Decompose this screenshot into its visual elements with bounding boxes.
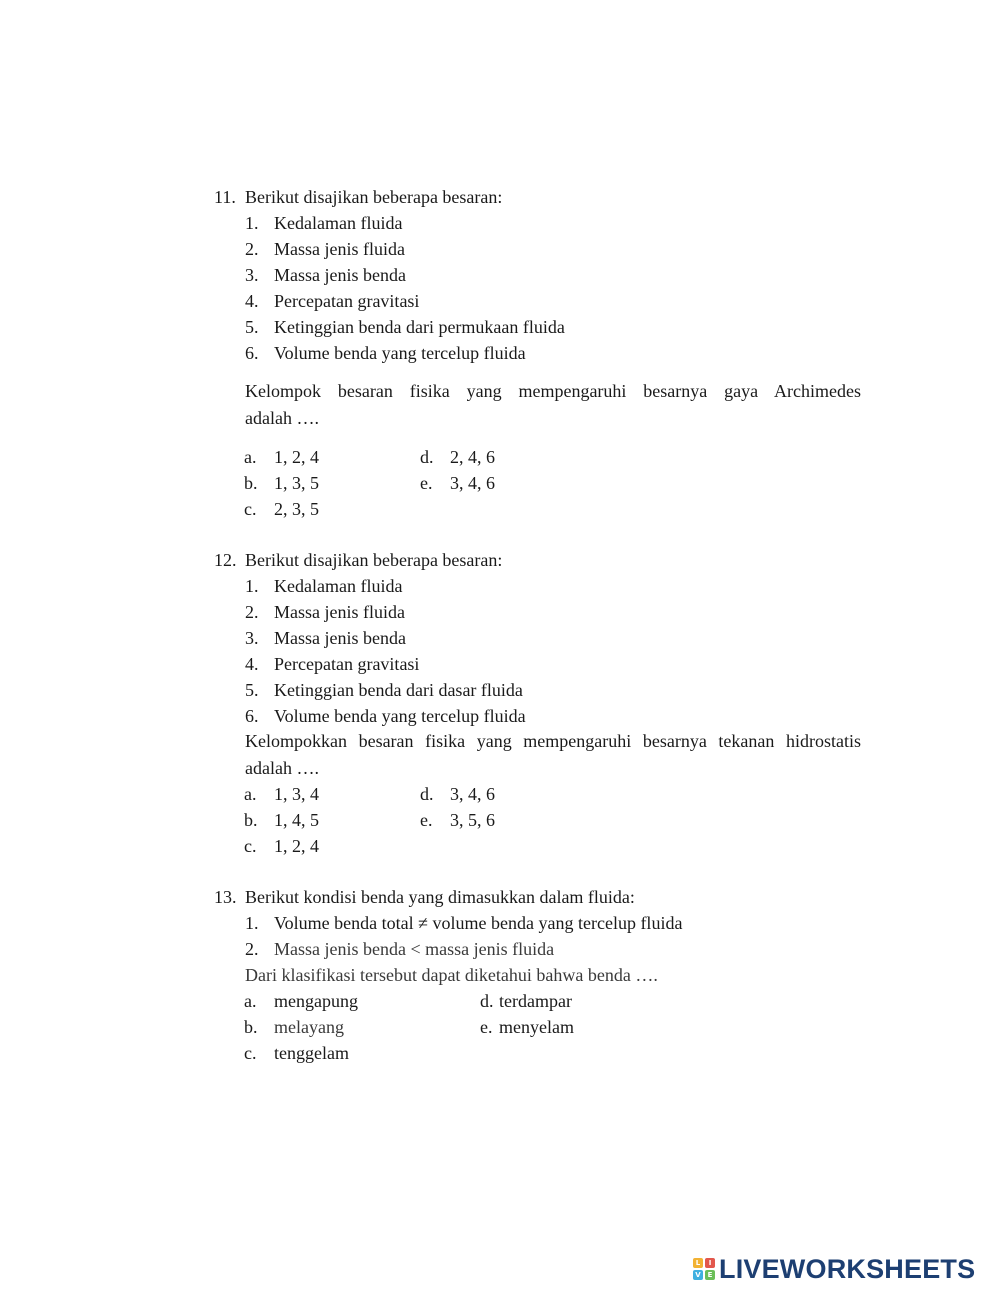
question-prompt: Kelompok besaran fisika yang mempengaruhi besarnya gaya Archimedes (245, 381, 861, 401)
option-letter: c. (244, 499, 257, 519)
option-letter: b. (244, 1017, 258, 1037)
list-item: Kedalaman fluida (274, 213, 403, 233)
question-prompt: Kelompokkan besaran fisika yang mempengaruhi besarnya tekanan hidrostatis (245, 731, 861, 751)
question-prompt: Dari klasifikasi tersebut dapat diketahui bahwa benda …. (245, 965, 658, 985)
list-item: Ketinggian benda dari permukaan fluida (274, 317, 565, 337)
option-letter: a. (244, 447, 257, 467)
list-item: Massa jenis fluida (274, 602, 405, 622)
option-b[interactable]: 1, 4, 5 (274, 810, 319, 830)
option-letter: d. (420, 447, 434, 467)
option-e[interactable]: 3, 5, 6 (450, 810, 495, 830)
option-d[interactable]: 3, 4, 6 (450, 784, 495, 804)
list-item-number: 2. (245, 239, 259, 259)
list-item: Massa jenis benda (274, 628, 406, 648)
list-item: Volume benda yang tercelup fluida (274, 706, 526, 726)
list-item: Volume benda yang tercelup fluida (274, 343, 526, 363)
option-letter: a. (244, 991, 257, 1011)
list-item-number: 1. (245, 913, 259, 933)
logo-tile: V (693, 1270, 703, 1280)
option-letter: e. (420, 473, 433, 493)
option-letter: b. (244, 473, 258, 493)
option-letter: d. (480, 991, 494, 1011)
logo-tile: E (705, 1270, 715, 1280)
logo-mark-icon (693, 1258, 715, 1280)
question-number: 11. (214, 187, 236, 207)
question-number: 13. (214, 887, 237, 907)
list-item-number: 4. (245, 291, 259, 311)
option-a[interactable]: 1, 3, 4 (274, 784, 319, 804)
option-c[interactable]: 1, 2, 4 (274, 836, 319, 856)
list-item-number: 6. (245, 706, 259, 726)
question-stem: Berikut disajikan beberapa besaran: (245, 550, 503, 570)
option-a[interactable]: 1, 2, 4 (274, 447, 319, 467)
option-c[interactable]: 2, 3, 5 (274, 499, 319, 519)
option-letter: e. (420, 810, 433, 830)
list-item: Volume benda total ≠ volume benda yang tercelup fluida (274, 913, 683, 933)
option-letter: d. (420, 784, 434, 804)
question-prompt-end: adalah …. (245, 758, 319, 778)
option-letter: e. (480, 1017, 493, 1037)
liveworksheets-logo (693, 1255, 975, 1283)
list-item-number: 5. (245, 317, 259, 337)
logo-text: LIVEWORKSHEETS (719, 1253, 976, 1284)
list-item-number: 3. (245, 265, 259, 285)
list-item: Massa jenis benda (274, 265, 406, 285)
option-d[interactable]: 2, 4, 6 (450, 447, 495, 467)
option-c[interactable]: tenggelam (274, 1043, 349, 1063)
option-d[interactable]: terdampar (499, 991, 572, 1011)
question-prompt-end: adalah …. (245, 408, 319, 428)
list-item-number: 1. (245, 213, 259, 233)
question-stem: Berikut kondisi benda yang dimasukkan dalam fluida: (245, 887, 635, 907)
list-item: Kedalaman fluida (274, 576, 403, 596)
logo-tile: L (693, 1258, 703, 1268)
option-letter: b. (244, 810, 258, 830)
list-item: Ketinggian benda dari dasar fluida (274, 680, 523, 700)
question-number: 12. (214, 550, 237, 570)
option-a[interactable]: mengapung (274, 991, 358, 1011)
list-item-number: 4. (245, 654, 259, 674)
list-item-number: 6. (245, 343, 259, 363)
list-item: Massa jenis benda < massa jenis fluida (274, 939, 555, 959)
list-item-number: 2. (245, 939, 259, 959)
list-item-number: 1. (245, 576, 259, 596)
option-b[interactable]: melayang (274, 1017, 344, 1037)
option-letter: c. (244, 836, 257, 856)
logo-tile: I (705, 1258, 715, 1268)
question-stem: Berikut disajikan beberapa besaran: (245, 187, 503, 207)
list-item-number: 3. (245, 628, 259, 648)
option-letter: a. (244, 784, 257, 804)
list-item: Percepatan gravitasi (274, 654, 420, 674)
list-item: Massa jenis fluida (274, 239, 405, 259)
list-item-number: 5. (245, 680, 259, 700)
option-letter: c. (244, 1043, 257, 1063)
option-e[interactable]: menyelam (499, 1017, 574, 1037)
option-e[interactable]: 3, 4, 6 (450, 473, 495, 493)
option-b[interactable]: 1, 3, 5 (274, 473, 319, 493)
list-item: Percepatan gravitasi (274, 291, 420, 311)
list-item-number: 2. (245, 602, 259, 622)
